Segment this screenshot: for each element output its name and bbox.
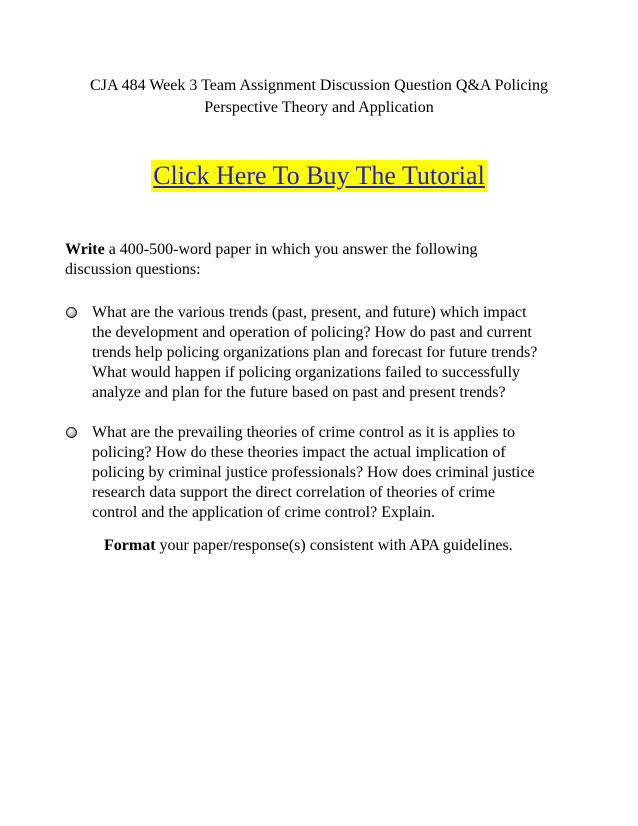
bullet-icon: [66, 307, 77, 318]
question-2-line-1: What are the prevailing theories of crime control as it is applies to: [92, 424, 515, 441]
question-1-line-2: the development and operation of policing? How do past and current: [92, 324, 532, 341]
cta-container: [0, 160, 638, 192]
bullet-icon: [66, 427, 77, 438]
question-item-theories: [65, 423, 585, 523]
question-list: [65, 303, 585, 523]
question-2-line-3: policing by criminal justice professionals? How does criminal justice: [92, 464, 535, 481]
question-1-line-1: What are the various trends (past, present, and future) which impact: [92, 304, 527, 321]
buy-tutorial-link[interactable]: Click Here To Buy The Tutorial: [153, 161, 485, 190]
intro-line-2: discussion questions:: [65, 261, 201, 278]
document-title: [60, 75, 578, 119]
question-1-line-5: analyze and plan for the future based on past and present trends?: [92, 384, 506, 401]
question-1-line-3: trends help policing organizations plan and forecast for future trends?: [92, 344, 538, 361]
question-2-line-5: control and the application of crime control? Explain.: [92, 504, 435, 521]
question-2-line-4: research data support the direct correlation of theories of crime: [92, 484, 495, 501]
intro-line-1: [65, 240, 565, 260]
intro-line-1-rest: a 400-500-word paper in which you answer the following: [104, 241, 478, 258]
document-title-line-2: Perspective Theory and Application: [204, 99, 434, 116]
question-item-trends: [65, 303, 585, 403]
document-title-line-1: CJA 484 Week 3 Team Assignment Discussion Question Q&A Policing: [90, 77, 548, 94]
format-bold-word: Format: [104, 537, 156, 554]
question-2-line-2: policing? How do these theories impact the actual implication of: [92, 444, 506, 461]
question-1-line-4: What would happen if policing organizations failed to successfully: [92, 364, 521, 381]
format-instruction: [104, 536, 513, 556]
intro-paragraph: [65, 240, 565, 280]
format-rest: your paper/response(s) consistent with APA guidelines.: [155, 537, 513, 554]
intro-bold-word: Write: [65, 241, 105, 258]
